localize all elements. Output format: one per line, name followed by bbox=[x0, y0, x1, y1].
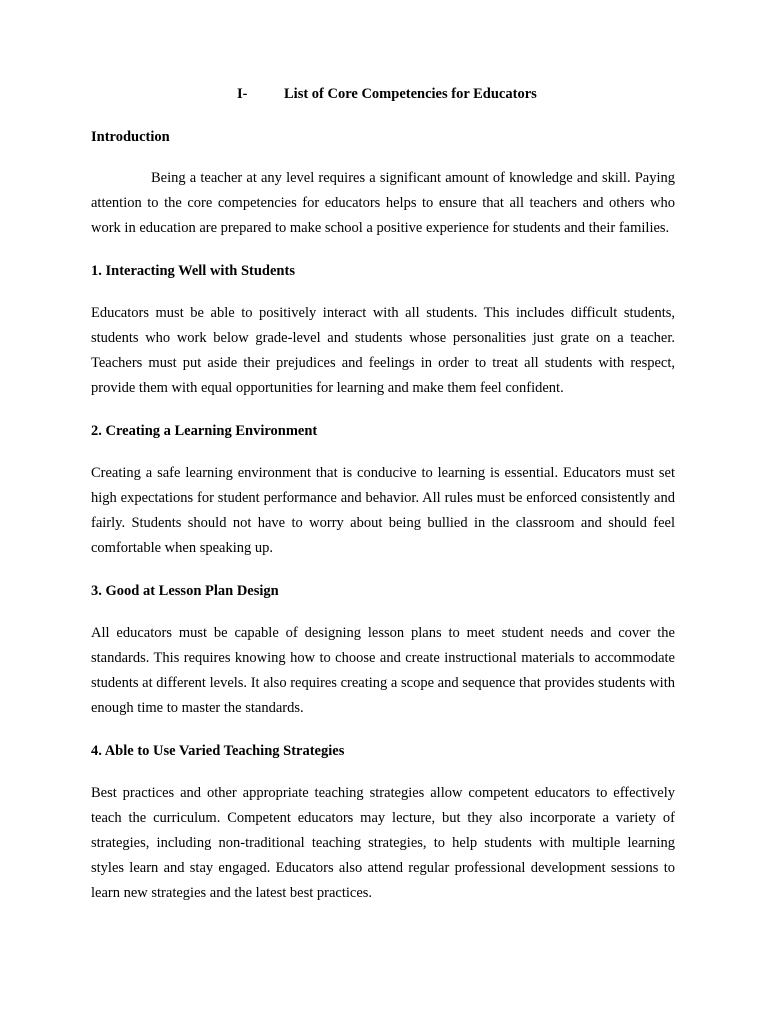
section-paragraph: Creating a safe learning environment that is conducive to learning is essential. Educators must set high expectations for student performance and behavior. All rules must be enforced consistently and fairly. Students should not have to worry about being bullied in the classroom and should feel comfortable when speaking up. bbox=[91, 465, 675, 556]
section-paragraph: All educators must be capable of designing lesson plans to meet student needs and cover the standards. This requires knowing how to choose and create instructional materials to accommodate students at different levels. It also requires creating a scope and sequence that provides students with enough time to master the standards. bbox=[91, 625, 675, 716]
section-4 bbox=[91, 741, 675, 906]
title-number: I- bbox=[237, 86, 248, 102]
introduction-paragraph: Being a teacher at any level requires a significant amount of knowledge and skill. Paying attention to the core competencies for educators helps to ensure that all teachers and others who work in education are prepared to make school a positive experience for students and their families. bbox=[91, 170, 675, 236]
title-text: List of Core Competencies for Educators bbox=[284, 86, 537, 102]
section-1 bbox=[91, 261, 675, 401]
section-3 bbox=[91, 581, 675, 721]
section-paragraph: Best practices and other appropriate teaching strategies allow competent educators to effectively teach the curriculum. Competent educators may lecture, but they also incorporate a variety of strategies, including non-traditional teaching strategies, to help students with multiple learning styles learn and stay engaged. Educators also attend regular professional development sessions to learn new strategies and the latest best practices. bbox=[91, 785, 675, 901]
document-title bbox=[91, 84, 675, 104]
section-heading: 1. Interacting Well with Students bbox=[91, 263, 295, 279]
section-heading: 2. Creating a Learning Environment bbox=[91, 423, 318, 439]
section-heading: 4. Able to Use Varied Teaching Strategies bbox=[91, 743, 345, 759]
introduction-heading: Introduction bbox=[91, 129, 170, 145]
section-paragraph: Educators must be able to positively interact with all students. This includes difficult students, students who work below grade-level and students whose personalities just grate on a teacher. Teachers must put aside their prejudices and feelings in order to treat all students with respect, provide them with equal opportunities for learning and make them feel confident. bbox=[91, 305, 675, 396]
section-heading: 3. Good at Lesson Plan Design bbox=[91, 583, 279, 599]
document-page bbox=[91, 84, 675, 906]
section-2 bbox=[91, 421, 675, 561]
